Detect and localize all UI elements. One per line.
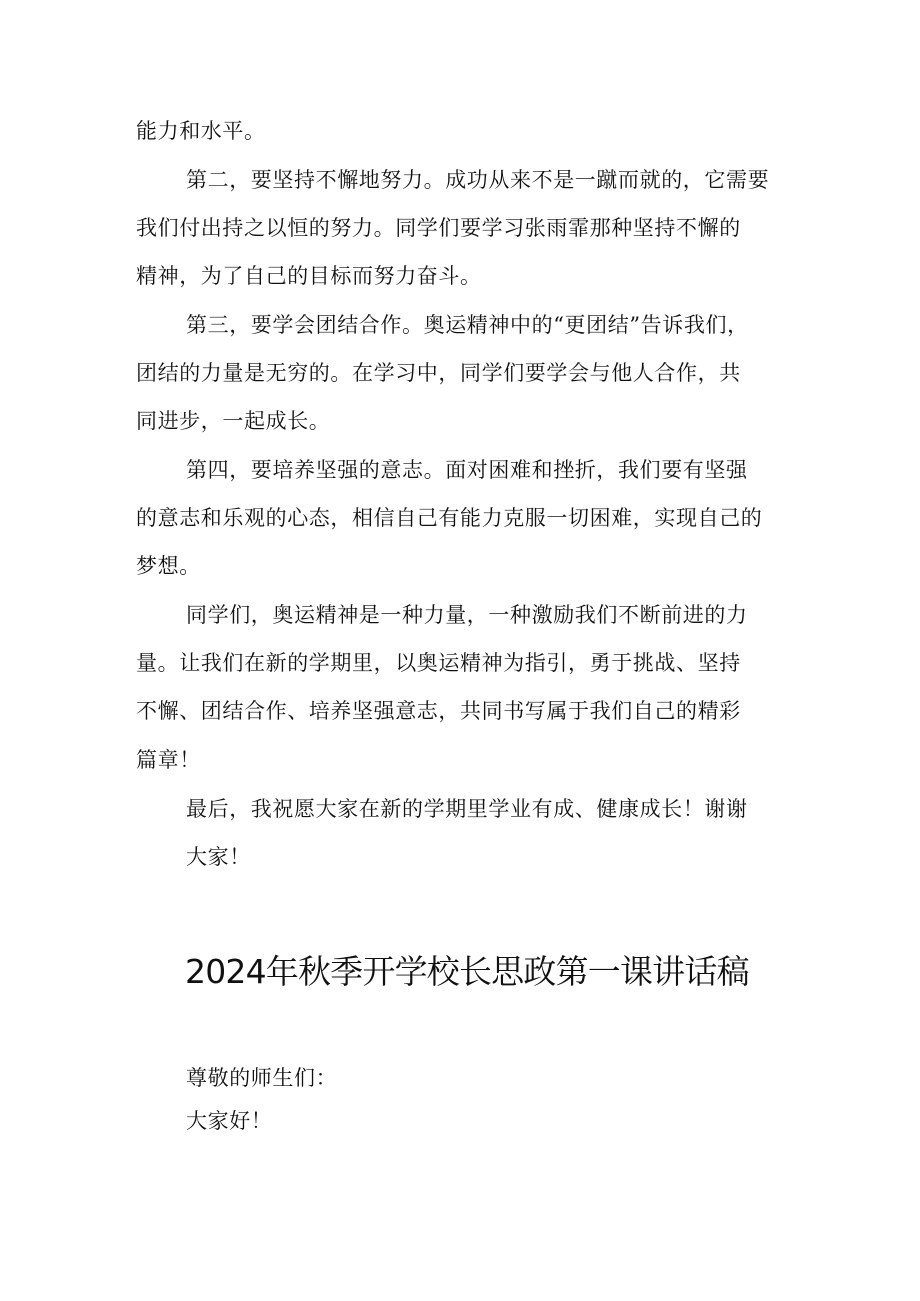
paragraph-line: 同进步，一起成长。	[136, 409, 331, 433]
continuation-line: 能力和水平。	[136, 119, 266, 143]
paragraph-line: 我们付出持之以恒的努力。同学们要学习张雨霏那种坚持不懈的	[136, 216, 741, 240]
paragraph-line: 团结的力量是无穷的。在学习中，同学们要学会与他人合作，共	[136, 361, 741, 385]
page-title: 2024年秋季开学校长思政第一课讲话稿	[185, 952, 749, 991]
paragraph-line: 量。让我们在新的学期里，以奥运精神为指引，勇于挑战、坚持	[136, 651, 741, 675]
paragraph-line: 的意志和乐观的心态，相信自己有能力克服一切困难，实现自己的	[136, 506, 763, 530]
paragraph-line: 同学们，奥运精神是一种力量，一种激励我们不断前进的力	[186, 603, 748, 627]
paragraph-line: 精神，为了自己的目标而努力奋斗。	[136, 264, 482, 288]
paragraph-line: 第四，要培养坚强的意志。面对困难和挫折，我们要有坚强	[186, 458, 748, 482]
paragraph-line: 篇章！	[136, 748, 201, 772]
paragraph-line: 梦想。	[136, 554, 201, 578]
greeting: 大家好！	[186, 1109, 273, 1133]
paragraph-line: 不懈、团结合作、培养坚强意志，共同书写属于我们自己的精彩	[136, 699, 741, 723]
paragraph-line: 第二，要坚持不懈地努力。成功从来不是一蹴而就的，它需要	[186, 168, 770, 192]
salutation: 尊敬的师生们：	[186, 1066, 338, 1090]
paragraph-line: 最后，我祝愿大家在新的学期里学业有成、健康成长！谢谢	[186, 797, 748, 821]
paragraph-line: 第三，要学会团结合作。奥运精神中的“更团结”告诉我们，	[186, 313, 749, 337]
paragraph-line: 大家！	[186, 845, 251, 869]
